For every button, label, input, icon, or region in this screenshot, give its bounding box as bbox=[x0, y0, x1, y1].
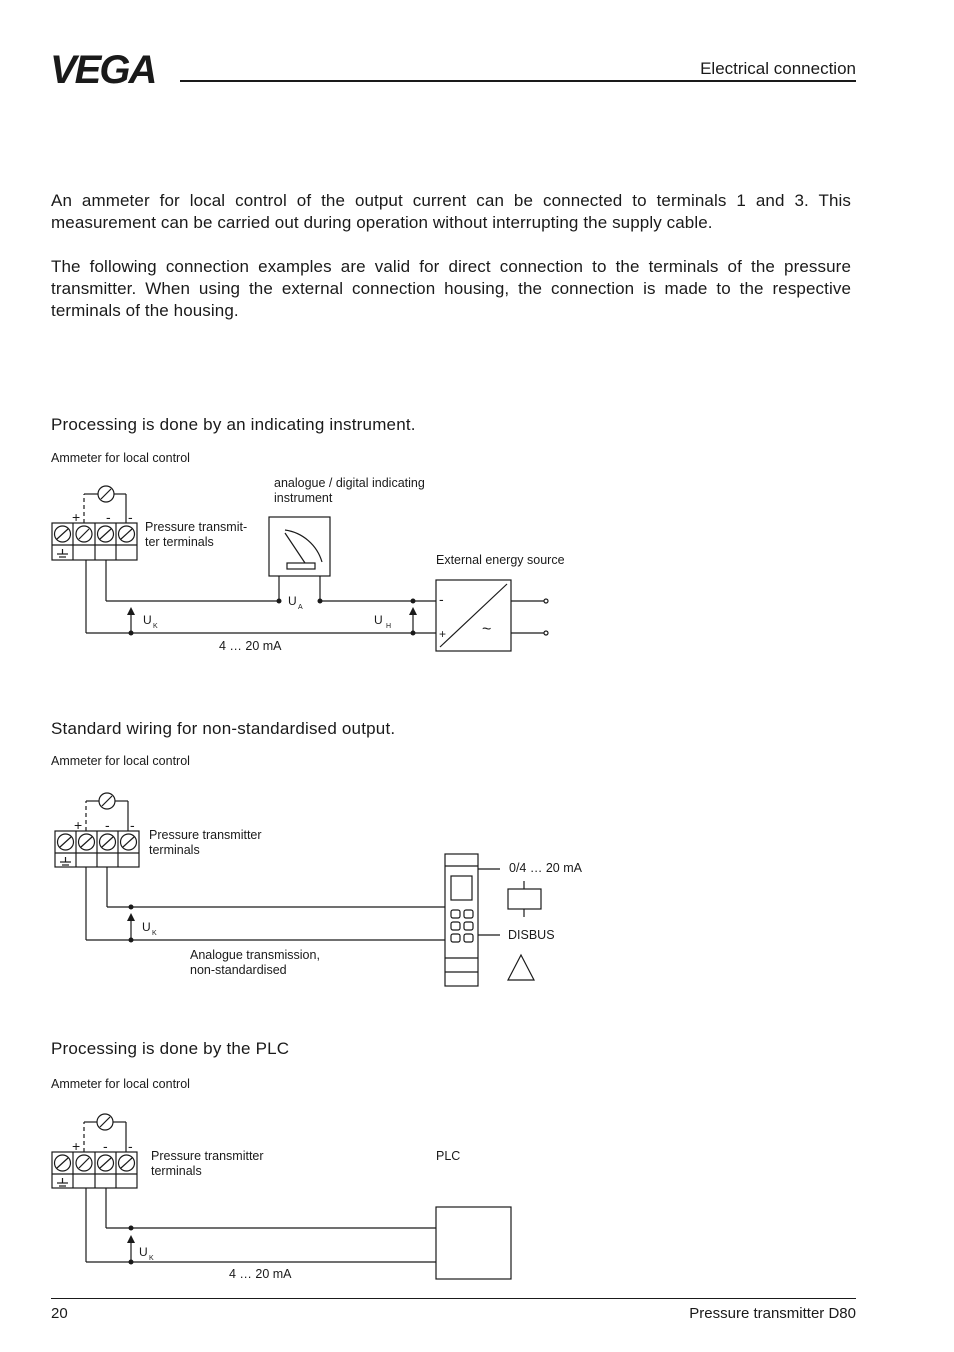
d3-minus-2: - bbox=[128, 1138, 133, 1154]
d1-minus-1: - bbox=[106, 509, 111, 525]
d2-plus: + bbox=[74, 817, 83, 833]
diagram1-heading: Processing is done by an indicating instrument. bbox=[51, 415, 416, 434]
d3-uk-sub: K bbox=[149, 1255, 154, 1262]
diagram3-heading: Processing is done by the PLC bbox=[51, 1039, 290, 1058]
d1-ua: U bbox=[288, 594, 297, 608]
d3-uk: U bbox=[139, 1245, 148, 1259]
diagram3-ammeter-label: Ammeter for local control bbox=[51, 1077, 190, 1091]
intro-paragraph-1: An ammeter for local control of the output current can be connected to terminals 1 and 3. This measurement can be carried out during operation without interrupting the supply cable. bbox=[51, 191, 851, 232]
intro-paragraph-2: The following connection examples are valid for direct connection to the terminals of the pressure transmitter. When using the external connection housing, the connection is made to the respective terminals of the housing. bbox=[51, 257, 851, 320]
d1-uh: U bbox=[374, 613, 383, 627]
d1-src-plus: + bbox=[439, 627, 447, 641]
page-number: 20 bbox=[51, 1305, 68, 1322]
diagram1-energy-label: External energy source bbox=[436, 553, 565, 567]
d1-minus-2: - bbox=[128, 509, 133, 525]
section-title: Electrical connection bbox=[700, 59, 856, 78]
d1-src-tilde: ~ bbox=[482, 621, 492, 638]
diagram2-transmission-label: Analogue transmission, non-standardised bbox=[190, 948, 320, 977]
d3-minus-1: - bbox=[103, 1138, 108, 1154]
footer-rule bbox=[51, 1298, 856, 1299]
d2-uk: U bbox=[142, 920, 151, 934]
d1-uk: U bbox=[143, 613, 152, 627]
diagram2-output-label: 0/4 … 20 mA bbox=[509, 861, 582, 875]
diagram2-terminals-label: Pressure transmitter terminals bbox=[149, 828, 262, 857]
diagram3-plc-label: PLC bbox=[436, 1149, 461, 1163]
d1-plus: + bbox=[72, 509, 81, 525]
d1-uk-sub: K bbox=[153, 623, 158, 630]
diagram2-ammeter-label: Ammeter for local control bbox=[51, 754, 190, 768]
product-name: Pressure transmitter D80 bbox=[689, 1305, 856, 1322]
diagram2-heading: Standard wiring for non-standardised output. bbox=[51, 719, 396, 738]
d1-src-minus: - bbox=[439, 591, 444, 607]
d2-minus-1: - bbox=[105, 817, 110, 833]
diagram1-ammeter-label: Ammeter for local control bbox=[51, 451, 190, 465]
diagram1-indicator-label: analogue / digital indicating instrument bbox=[274, 476, 425, 505]
diagram1-terminals-label: Pressure transmit- ter terminals bbox=[145, 520, 248, 549]
d3-plus: + bbox=[72, 1138, 81, 1154]
d1-uh-sub: H bbox=[386, 623, 392, 630]
svg-text:VEGA: VEGA bbox=[50, 48, 156, 92]
diagram2-disbus-label: DISBUS bbox=[508, 928, 555, 942]
d1-current: 4 … 20 mA bbox=[219, 639, 282, 653]
diagram3-terminals-label: Pressure transmitter terminals bbox=[151, 1149, 264, 1178]
d3-current: 4 … 20 mA bbox=[229, 1267, 292, 1281]
d1-ua-sub: A bbox=[298, 604, 303, 611]
d2-minus-2: - bbox=[130, 817, 135, 833]
d2-uk-sub: K bbox=[152, 930, 157, 937]
